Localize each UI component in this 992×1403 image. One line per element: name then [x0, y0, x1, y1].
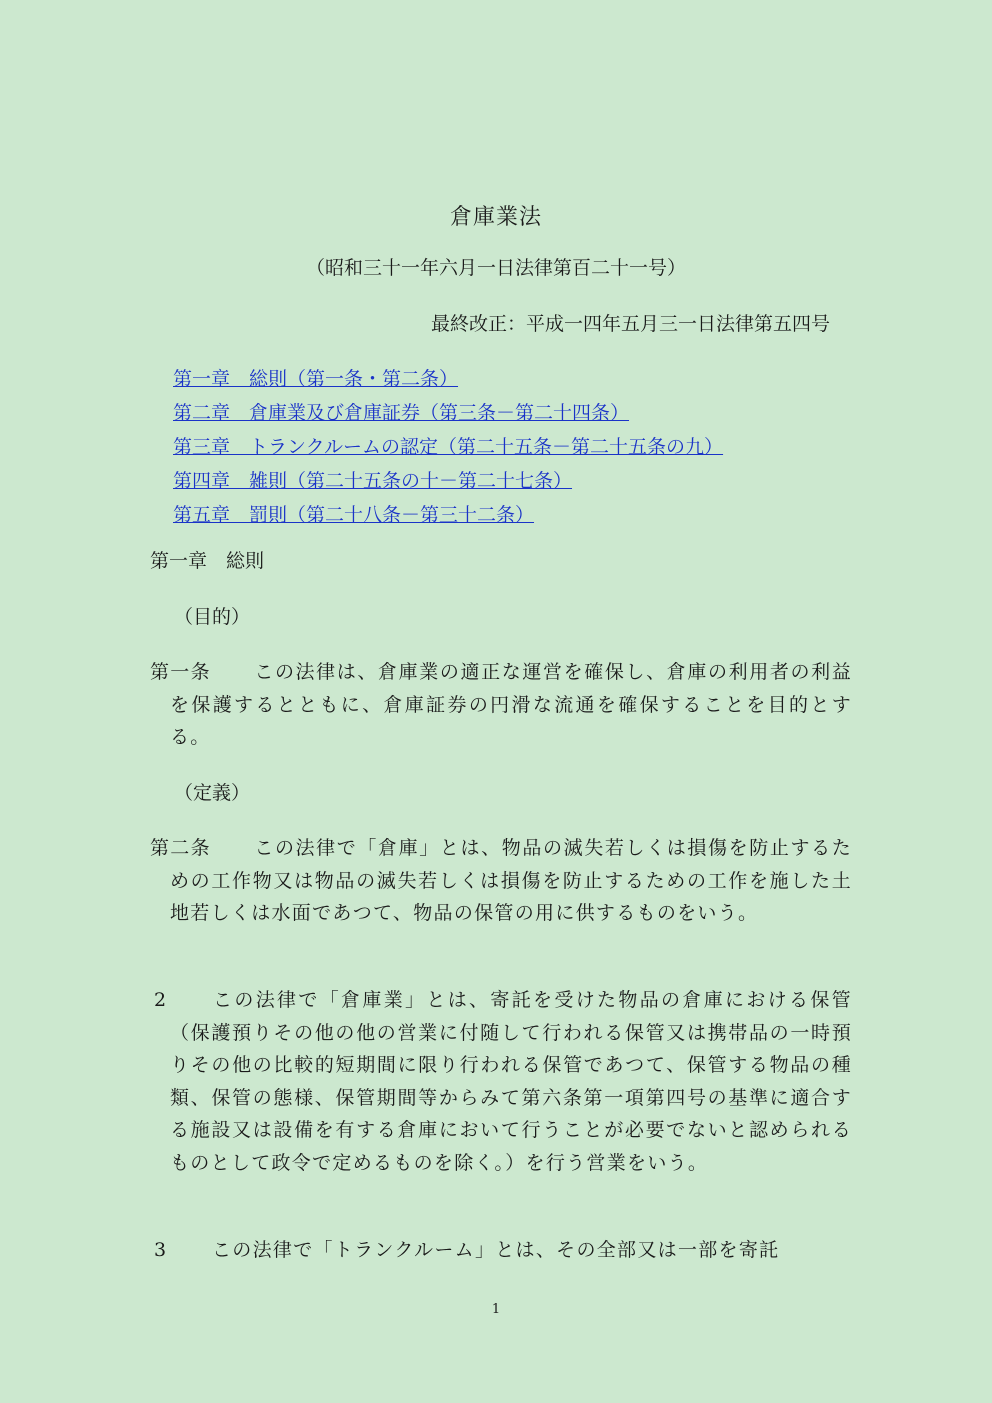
last-amendment: 最終改正：平成一四年五月三一日法律第五四号	[430, 313, 830, 335]
paragraph-3	[150, 1234, 852, 1267]
article-1	[150, 656, 852, 754]
paragraph-text: この法律で「トランクルーム」とは、その全部又は一部を寄託	[212, 1239, 780, 1261]
document-title: 倉庫業法	[449, 205, 542, 230]
paragraph-text: この法律で「倉庫業」とは、寄託を受けた物品の倉庫における保管（保護預りその他の他の営業に付随して行われる保管又は携帯品の一時預りその他の比較的短期間に限り行われる保管であつて、保管する物品の種類、保管の態様、保管期間等からみて第六条第一項第四号の基準に適合する施設又は設備を有する倉庫において行うことが必要でないと認められるものとして政令で定めるものを除く。）を行う営業をいう。	[170, 989, 852, 1174]
paragraph-number: 2	[154, 989, 168, 1011]
toc-link-chapter-3[interactable]: 第三章 トランクルームの認定（第二十五条－第二十五条の九）	[173, 436, 724, 458]
table-of-contents	[173, 362, 723, 532]
article-number: 第一条	[150, 661, 211, 683]
article-2	[150, 832, 852, 930]
article-caption: （目的）	[174, 606, 251, 628]
article-text: この法律は、倉庫業の適正な運営を確保し、倉庫の利用者の利益を保護するとともに、倉庫証券の円滑な流通を確保することを目的とする。	[170, 661, 852, 748]
paragraph-2	[150, 984, 852, 1179]
document-subtitle: （昭和三十一年六月一日法律第百二十一号）	[305, 257, 686, 279]
article-caption: （定義）	[174, 782, 251, 804]
toc-link-chapter-4[interactable]: 第四章 雑則（第二十五条の十－第二十七条）	[173, 470, 573, 492]
article-number: 第二条	[150, 837, 211, 859]
article-text: この法律で「倉庫」とは、物品の滅失若しくは損傷を防止するための工作物又は物品の滅失若しくは損傷を防止するための工作を施した土地若しくは水面であつて、物品の保管の用に供するものをいう。	[170, 837, 852, 924]
toc-link-chapter-2[interactable]: 第二章 倉庫業及び倉庫証券（第三条－第二十四条）	[173, 402, 630, 424]
paragraph-number: 3	[154, 1239, 168, 1261]
toc-link-chapter-1[interactable]: 第一章 総則（第一条・第二条）	[173, 368, 459, 390]
toc-link-chapter-5[interactable]: 第五章 罰則（第二十八条－第三十二条）	[173, 504, 535, 526]
chapter-heading: 第一章 総則	[150, 550, 265, 572]
page-number: 1	[491, 1302, 501, 1317]
